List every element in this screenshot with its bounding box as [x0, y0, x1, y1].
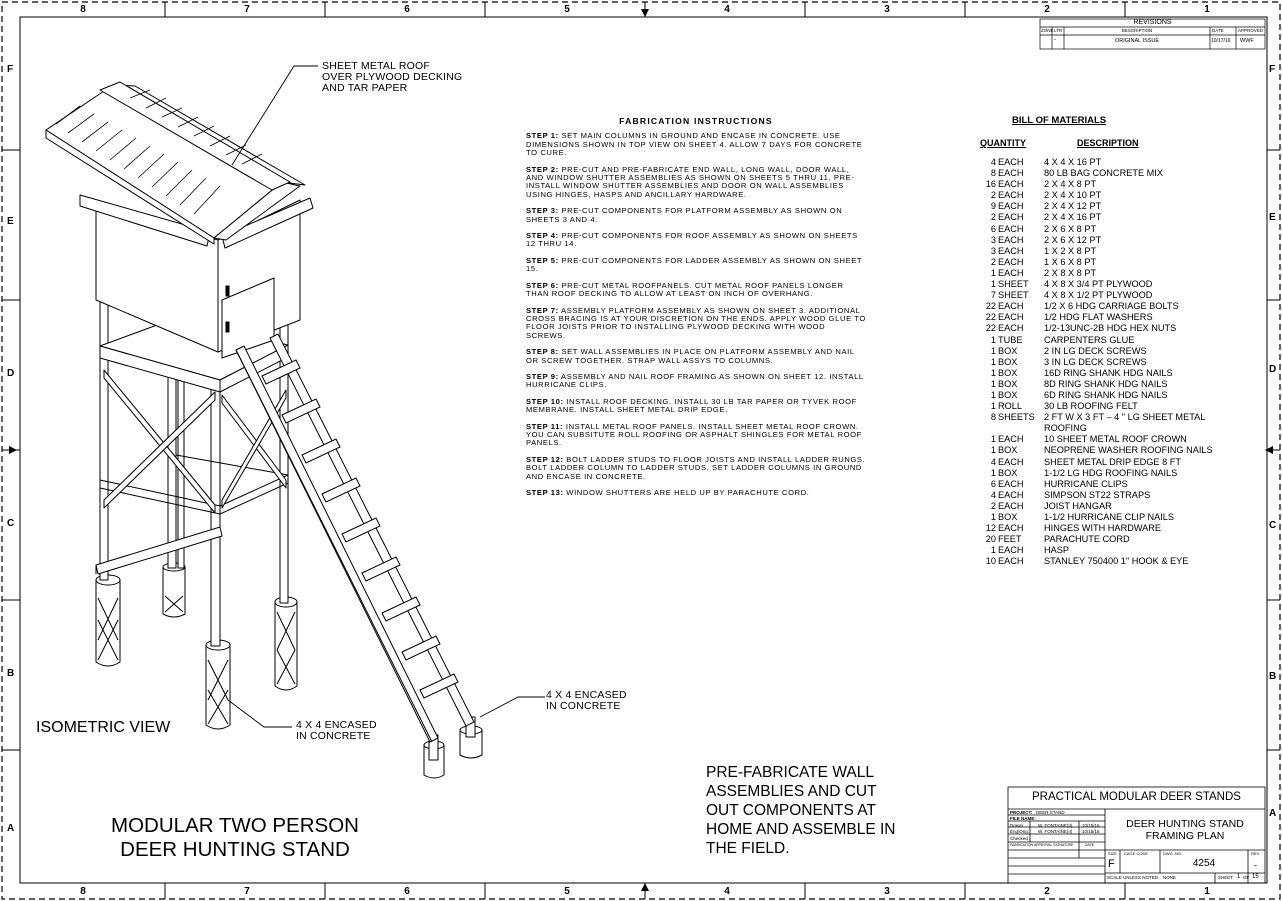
- bom-unit: EACH: [998, 179, 1024, 190]
- encased-callout-ladder: 4 X 4 ENCASED IN CONCRETE: [546, 689, 627, 712]
- bom-row: [980, 468, 1240, 479]
- bom-row: [980, 157, 1240, 168]
- bom-unit: TUBE: [998, 334, 1023, 345]
- fab-step-text: INSTALL METAL ROOF PANELS. INSTALL SHEET METAL ROOF CROWN. YOU CAN SUBSITUTE ROLL ROOFING OR ASPHALT SHINGLES FOR METAL ROOF PANELS.: [526, 421, 862, 448]
- bom-row: [980, 534, 1240, 545]
- fab-step-label: STEP 6:: [526, 280, 559, 290]
- bom-description: HURRICANE CLIPS: [1044, 478, 1128, 489]
- eng-by: W. FONTAINE(II): [1038, 829, 1073, 834]
- zone-row-a: A: [7, 823, 15, 834]
- revisions-title: REVISIONS: [1133, 19, 1172, 26]
- bom-unit: EACH: [998, 168, 1024, 179]
- fab-step: [526, 232, 866, 249]
- fab-step: [526, 456, 866, 481]
- fab-step: [526, 373, 866, 390]
- bom-row: [980, 501, 1240, 512]
- bom-col-description: DESCRIPTION: [1077, 138, 1139, 148]
- bom-unit: BOX: [998, 367, 1018, 378]
- revisions-header-description: DESCRIPTION: [1121, 28, 1153, 33]
- fab-step: [526, 423, 866, 448]
- bom-quantity: 2: [990, 190, 996, 201]
- eng-date: 10/15/16: [1082, 829, 1100, 834]
- bom-unit: EACH: [998, 223, 1024, 234]
- fab-step: [526, 207, 866, 224]
- bom-description: 1/2 HDG FLAT WASHERS: [1044, 312, 1153, 323]
- bom-quantity: 2: [990, 256, 996, 267]
- bom-unit: ROLL: [998, 401, 1023, 412]
- bom-unit: EACH: [998, 201, 1024, 212]
- zone-row-a-right: A: [1269, 808, 1277, 819]
- bom-row: [980, 279, 1240, 290]
- bom-quantity: 2: [990, 212, 996, 223]
- bom-description: 4 X 8 X 1/2 PT PLYWOOD: [1044, 290, 1153, 301]
- bom-description: 4 X 4 X 16 PT: [1044, 157, 1102, 167]
- fab-step-text: SET MAIN COLUMNS IN GROUND AND ENCASE IN CONCRETE. USE DIMENSIONS SHOWN IN TOP VIEW ON SHEET 4. ALLOW 7 DAYS FOR CONCRETE TO CURE.: [526, 131, 863, 158]
- bom-description: 6D RING SHANK HDG NAILS: [1044, 389, 1168, 400]
- bom-row: [980, 412, 1240, 434]
- dwg-no-value: 4254: [1192, 858, 1216, 869]
- bom-quantity: 2: [990, 500, 996, 511]
- bom-description: 2 X 4 X 12 PT: [1044, 201, 1102, 212]
- bom-unit: EACH: [998, 256, 1024, 267]
- revisions-header-date: DATE: [1212, 28, 1224, 33]
- bom-description: 8D RING SHANK HDG NAILS: [1044, 378, 1168, 389]
- bom-description: 4 X 8 X 3/4 PT PLYWOOD: [1044, 279, 1153, 290]
- bom-quantity: 1: [990, 467, 996, 478]
- fab-step: [526, 348, 866, 365]
- project-label: PROJECT:: [1010, 810, 1033, 815]
- bom-quantity: 1: [990, 378, 996, 389]
- bom-quantity: 1: [990, 356, 996, 367]
- bom-unit: EACH: [998, 190, 1024, 201]
- view-label: ISOMETRIC VIEW: [36, 719, 171, 736]
- approval-label: FABRICATION APPROVAL SIGNATURE: [1010, 843, 1074, 847]
- bom-description: 2 X 4 X 10 PT: [1044, 190, 1102, 201]
- fab-step-label: STEP 7:: [526, 305, 559, 315]
- bom-unit: EACH: [998, 301, 1024, 312]
- bom-row: [980, 312, 1240, 323]
- bom-description: 2 X 4 X 16 PT: [1044, 212, 1102, 223]
- bom-row: [980, 224, 1240, 235]
- fab-step: [526, 307, 866, 341]
- bom-row: [980, 445, 1240, 456]
- bom-quantity: 16: [985, 179, 996, 190]
- fab-step-text: ASSEMBLY AND NAIL ROOF FRAMING AS SHOWN ON SHEET 12. INSTALL HURRICANE CLIPS.: [526, 371, 864, 390]
- sheet-of-label: OF: [1243, 875, 1250, 880]
- main-title: MODULAR TWO PERSON DEER HUNTING STAND: [111, 814, 359, 861]
- bom-quantity: 1: [990, 401, 996, 412]
- revision-date: 10/17/16: [1211, 38, 1231, 44]
- bom-description: JOIST HANGAR: [1044, 500, 1112, 511]
- bom-row: [980, 434, 1240, 445]
- fab-step-label: STEP 1:: [526, 131, 559, 141]
- bom-description: HINGES WITH HARDWARE: [1044, 523, 1162, 534]
- bom-unit: EACH: [998, 323, 1024, 334]
- bom-unit: BOX: [998, 389, 1018, 400]
- revision-approved: WWF: [1240, 38, 1254, 44]
- fab-step: [526, 398, 866, 415]
- bom-header: [980, 138, 1240, 153]
- bom-quantity: 4: [990, 456, 996, 467]
- zone-col-3-bottom: 3: [884, 886, 890, 897]
- bom-row: [980, 368, 1240, 379]
- fab-step: [526, 257, 866, 274]
- bom-unit: EACH: [998, 212, 1024, 223]
- zone-col-8: 8: [80, 4, 86, 15]
- drawing-title: DEER HUNTING STAND FRAMING PLAN: [1126, 818, 1244, 842]
- fab-step-text: BOLT LADDER STUDS TO FLOOR JOISTS AND INSTALL LADDER RUNGS. BOLT LADDER COLUMN TO LADDER STUDS. SET LADDER COLUMNS IN GROUND AND ENCASE IN CONCRETE.: [526, 454, 866, 481]
- bom-row: [980, 168, 1240, 179]
- bom-unit: EACH: [998, 234, 1024, 245]
- bom-description: 1/2-13UNC-2B HDG HEX NUTS: [1044, 323, 1177, 334]
- scale-value: NONE: [1163, 875, 1177, 880]
- bom-quantity: 3: [990, 245, 996, 256]
- zone-col-6: 6: [404, 4, 410, 15]
- fab-step-label: STEP 8:: [526, 347, 559, 357]
- zone-col-3: 3: [884, 4, 890, 15]
- bom-row: [980, 479, 1240, 490]
- zone-col-2: 2: [1044, 4, 1050, 15]
- footing-mid: [163, 563, 185, 617]
- zone-row-e-right: E: [1269, 212, 1276, 223]
- bom-col-quantity: QUANTITY: [980, 138, 1026, 148]
- zone-row-b-right: B: [1269, 671, 1277, 682]
- fab-step: [526, 166, 866, 200]
- bom-row: [980, 523, 1240, 534]
- eng-label: Eng/Orig:: [1010, 829, 1030, 834]
- zone-col-7-bottom: 7: [244, 886, 250, 897]
- bom-description: PARACHUTE CORD: [1044, 534, 1130, 545]
- fab-step-text: ASSEMBLY PLATFORM ASSEMBLY AS SHOWN ON SHEET 3. ADDITIONAL CROSS BRACING IS AT YOUR DISCRETION ON THE ENDS. APPLY WOOD GLUE TO FLOOR JOISTS PRIOR TO INSTALLING PLYWOOD DECKING WITH WOOD SCREWS.: [526, 305, 866, 340]
- bom-row: [980, 545, 1240, 556]
- bom-description: CARPENTERS GLUE: [1044, 334, 1135, 345]
- bom-description: 2 X 4 X 8 PT: [1044, 179, 1097, 190]
- zone-col-5: 5: [564, 4, 570, 15]
- bom-description: 30 LB ROOFING FELT: [1044, 401, 1138, 412]
- fab-step-text: INSTALL ROOF DECKING. INSTALL 30 LB TAR PAPER OR TYVEK ROOF MEMBRANE. INSTALL SHEET METAL DRIP EDGE.: [526, 396, 857, 415]
- bom-quantity: 6: [990, 478, 996, 489]
- zone-col-7: 7: [244, 4, 250, 15]
- bom-quantity: 1: [990, 279, 996, 290]
- fab-step: [526, 132, 866, 157]
- bom-quantity: 4: [990, 157, 996, 167]
- bom-unit: EACH: [998, 500, 1024, 511]
- bom-row: [980, 323, 1240, 334]
- cage-code-label: CAGE CODE: [1124, 851, 1149, 856]
- bom-description: 2 X 6 X 12 PT: [1044, 234, 1102, 245]
- zone-row-c-right: C: [1269, 520, 1277, 531]
- footing-front: [206, 640, 230, 729]
- revisions-header-zone: ZONE: [1041, 28, 1054, 33]
- zone-col-4-bottom: 4: [724, 886, 730, 897]
- bom-row: [980, 290, 1240, 301]
- fab-step-label: STEP 11:: [526, 421, 564, 431]
- drawn-by: W. FONTAINE(II): [1038, 823, 1073, 828]
- bom-unit: EACH: [998, 478, 1024, 489]
- bom-description: 1 X 6 X 8 PT: [1044, 256, 1097, 267]
- bom-unit: EACH: [998, 489, 1024, 500]
- bom-row: [980, 556, 1240, 567]
- drawn-date: 10/15/16: [1082, 823, 1100, 828]
- bom-quantity: 22: [985, 312, 996, 323]
- bom-description: 2 X 6 X 8 PT: [1044, 223, 1097, 234]
- bom-row: [980, 401, 1240, 412]
- fab-step-label: STEP 4:: [526, 231, 559, 241]
- bom-unit: BOX: [998, 467, 1018, 478]
- bom-list: [980, 157, 1240, 567]
- fab-step-text: PRE-CUT AND PRE-FABRICATE END WALL, LONG WALL, DOOR WALL, AND WINDOW SHUTTER ASSEMBLIES AS SHOWN ON SHEETS 5 THRU 11. PRE-INSTALL WINDOW SHUTTER ASSEMBLIES AND DOOR ON WALL ASSEMBLIES USING HINGES, HASPS AND ANCILLARY HARDWARE.: [526, 164, 855, 199]
- bom-row: [980, 268, 1240, 279]
- bom-quantity: 10: [985, 556, 996, 567]
- zone-col-6-bottom: 6: [404, 886, 410, 897]
- fab-step-label: STEP 10:: [526, 396, 564, 406]
- bom-row: [980, 201, 1240, 212]
- dwg-no-label: DWG. NO.: [1163, 851, 1183, 856]
- bom-row: [980, 257, 1240, 268]
- bom-row: [980, 335, 1240, 346]
- bom-quantity: 1: [990, 367, 996, 378]
- bom-quantity: 1: [990, 434, 996, 445]
- bom-row: [980, 212, 1240, 223]
- bom-unit: SHEETS: [998, 412, 1035, 423]
- bom-row: [980, 390, 1240, 401]
- fab-step-label: STEP 12:: [526, 454, 564, 464]
- bom-description: 1-1/2 LG HDG ROOFING NAILS: [1044, 467, 1178, 478]
- zone-row-d: D: [7, 368, 15, 379]
- bom-row: [980, 179, 1240, 190]
- bom-quantity: 9: [990, 201, 996, 212]
- checked-label: Checked: [1010, 836, 1028, 841]
- bom-unit: EACH: [998, 434, 1024, 445]
- bom-unit: FEET: [998, 534, 1022, 545]
- bom-quantity: 7: [990, 290, 996, 301]
- bom-unit: EACH: [998, 312, 1024, 323]
- fab-step-label: STEP 9:: [526, 371, 559, 381]
- bom-quantity: 4: [990, 489, 996, 500]
- zone-row-d-right: D: [1269, 364, 1277, 375]
- bom-unit: EACH: [998, 456, 1024, 467]
- zone-col-8-bottom: 8: [80, 886, 86, 897]
- bom-quantity: 1: [990, 445, 996, 456]
- footing-left: [96, 575, 120, 666]
- bom-unit: EACH: [998, 545, 1024, 556]
- fab-step: [526, 282, 866, 299]
- zone-row-b: B: [7, 668, 15, 679]
- size-label: SIZE: [1108, 851, 1117, 856]
- fab-step-label: STEP 5:: [526, 255, 559, 265]
- bom-row: [980, 512, 1240, 523]
- size-value: F: [1108, 858, 1115, 870]
- fab-step-label: STEP 3:: [526, 206, 559, 216]
- bom-quantity: 20: [985, 534, 996, 545]
- zone-row-f-right: F: [1269, 64, 1276, 75]
- zone-row-e: E: [7, 216, 14, 227]
- bom-description: 16D RING SHANK HDG NAILS: [1044, 367, 1173, 378]
- bom-description: 3 IN LG DECK SCREWS: [1044, 356, 1147, 367]
- bom-description: STANLEY 750400 1" HOOK & EYE: [1044, 556, 1189, 567]
- fabrication-instructions: [526, 117, 866, 505]
- sheet-number: 1: [1237, 874, 1241, 880]
- bom-row: [980, 246, 1240, 257]
- approval-date-label: DATE: [1085, 843, 1095, 847]
- bom-quantity: 8: [990, 412, 996, 423]
- bom-quantity: 1: [990, 545, 996, 556]
- rev-label: REV: [1251, 851, 1260, 856]
- bom-row: [980, 190, 1240, 201]
- fab-step-text: PRE-CUT COMPONENTS FOR PLATFORM ASSEMBLY AS SHOWN ON SHEETS 3 AND 4.: [526, 206, 843, 224]
- bom-description: 1 X 2 X 8 PT: [1044, 245, 1097, 256]
- bom-description: 10 SHEET METAL ROOF CROWN: [1044, 434, 1187, 445]
- project-value: DEER STAND: [1036, 810, 1065, 815]
- sheets-total: 15: [1252, 874, 1259, 880]
- fab-step-text: PRE-CUT METAL ROOFPANELS. CUT METAL ROOF PANELS LONGER THAN ROOF DECKING TO ALLOW AT LEAST ON INCH OF OVERHANG.: [526, 280, 844, 299]
- fab-step-label: STEP 13:: [526, 488, 564, 497]
- fab-step-text: PRE-CUT COMPONENTS FOR LADDER ASSEMBLY AS SHOWN ON SHEET 15.: [526, 255, 863, 274]
- revisions-header-approved: APPROVED: [1238, 28, 1264, 33]
- bom-description: NEOPRENE WASHER ROOFING NAILS: [1044, 445, 1213, 456]
- fab-step-text: SET WALL ASSEMBLIES IN PLACE ON PLATFORM ASSEMBLY AND NAIL OR SCREW TOGETHER. STRAP WALL ASSYS TO COLUMNS.: [526, 347, 855, 365]
- roof-callout: SHEET METAL ROOF OVER PLYWOOD DECKING AND TAR PAPER: [322, 60, 463, 94]
- bom-title: BILL OF MATERIALS: [1012, 115, 1107, 126]
- bom-row: [980, 490, 1240, 501]
- bom-unit: BOX: [998, 378, 1018, 389]
- bom-quantity: 1: [990, 345, 996, 356]
- bom-description: HASP: [1044, 545, 1070, 556]
- bom-description: 2 X 8 X 8 PT: [1044, 267, 1097, 278]
- bom-unit: BOX: [998, 356, 1018, 367]
- prefab-note: PRE-FABRICATE WALL ASSEMBLIES AND CUT OUT COMPONENTS AT HOME AND ASSEMBLE IN THE FIELD.: [706, 764, 896, 857]
- fab-step-label: STEP 2:: [526, 164, 559, 174]
- bom-description: SHEET METAL DRIP EDGE 8 FT: [1044, 456, 1181, 467]
- encased-callout-column: 4 X 4 ENCASED IN CONCRETE: [296, 719, 377, 742]
- fabrication-title: FABRICATION INSTRUCTIONS: [619, 116, 773, 126]
- bom-row: [980, 346, 1240, 357]
- bom-quantity: 1: [990, 334, 996, 345]
- bom-description: 1-1/2 HURRICANE CLIP NAILS: [1044, 512, 1175, 522]
- bom-description: 1/2 X 6 HDG CARRIAGE BOLTS: [1044, 301, 1179, 312]
- bom-quantity: 22: [985, 323, 996, 334]
- bom-row: [980, 301, 1240, 312]
- fab-step-text: WINDOW SHUTTERS ARE HELD UP BY PARACHUTE CORD.: [563, 488, 810, 497]
- zone-col-5-bottom: 5: [564, 886, 570, 897]
- bom-quantity: 6: [990, 223, 996, 234]
- bom-description: 2 IN LG DECK SCREWS: [1044, 345, 1147, 356]
- bom-unit: BOX: [998, 445, 1018, 456]
- fab-step: [526, 489, 866, 497]
- bom-unit: SHEET: [998, 279, 1029, 290]
- bom-quantity: 3: [990, 234, 996, 245]
- bom-quantity: 1: [990, 512, 996, 522]
- rev-value: -: [1254, 860, 1257, 870]
- bom-unit: BOX: [998, 512, 1018, 522]
- bom-unit: EACH: [998, 556, 1024, 567]
- bom-description: 2 FT W X 3 FT – 4 " LG SHEET METAL ROOFING: [1044, 412, 1206, 434]
- bom-row: [980, 235, 1240, 246]
- bom-quantity: 12: [985, 523, 996, 534]
- bom-unit: EACH: [998, 245, 1024, 256]
- bom-description: 80 LB BAG CONCRETE MIX: [1044, 168, 1163, 179]
- zone-col-4: 4: [724, 4, 730, 15]
- bom-unit: SHEET: [998, 290, 1029, 301]
- zone-col-2-bottom: 2: [1044, 886, 1050, 897]
- bill-of-materials: [980, 115, 1240, 567]
- bom-row: [980, 379, 1240, 390]
- bom-description: SIMPSON ST22 STRAPS: [1044, 489, 1151, 500]
- bom-quantity: 22: [985, 301, 996, 312]
- drawn-label: Drawn: [1010, 823, 1024, 828]
- zone-row-f: F: [7, 64, 14, 75]
- bom-unit: EACH: [998, 267, 1024, 278]
- scale-label: SCALE UNLESS NOTED:: [1107, 875, 1160, 880]
- zone-row-c: C: [7, 518, 15, 529]
- company-name: PRACTICAL MODULAR DEER STANDS: [1032, 791, 1241, 803]
- file-name-label: FILE NAME:: [1010, 816, 1036, 821]
- sheet-label: SHEET: [1218, 875, 1234, 880]
- bom-row: [980, 457, 1240, 468]
- bom-unit: EACH: [998, 157, 1024, 167]
- zone-col-1-bottom: 1: [1204, 886, 1210, 897]
- footing-right: [275, 597, 297, 690]
- bom-row: [980, 357, 1240, 368]
- bom-quantity: 8: [990, 168, 996, 179]
- bom-quantity: 1: [990, 267, 996, 278]
- zone-col-1: 1: [1204, 4, 1210, 15]
- bom-quantity: 1: [990, 389, 996, 400]
- fab-step-text: PRE-CUT COMPONENTS FOR ROOF ASSEMBLY AS SHOWN ON SHEETS 12 THRU 14.: [526, 231, 858, 249]
- revisions-header-ltr: LTR: [1054, 28, 1063, 33]
- revision-description: ORIGINAL ISSUE: [1114, 38, 1160, 44]
- revision-ltr: -: [1054, 37, 1056, 43]
- bom-unit: EACH: [998, 523, 1024, 534]
- bom-unit: BOX: [998, 345, 1018, 356]
